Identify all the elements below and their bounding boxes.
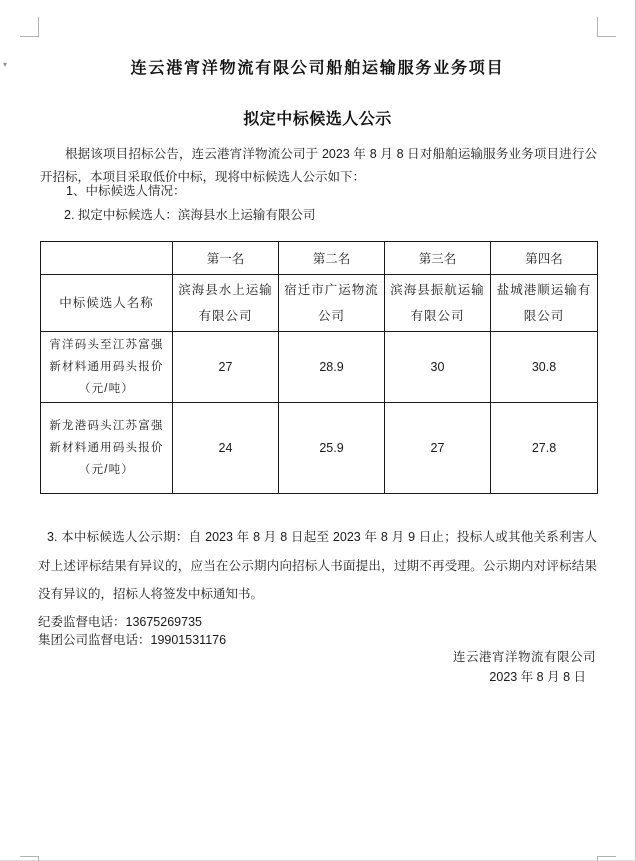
candidate-4-name: 盐城港顺运输有限公司 bbox=[491, 275, 598, 332]
margin-crop-mark-bottom-left bbox=[20, 856, 39, 861]
rank-3-header: 第三名 bbox=[385, 242, 491, 275]
signature-date: 2023 年 8 月 8 日 bbox=[489, 670, 586, 684]
rank-1-header: 第一名 bbox=[173, 242, 279, 275]
price-row-2-label: 新龙港码头江苏富强新材料通用码头报价（元/吨） bbox=[41, 403, 173, 494]
rank-4-header: 第四名 bbox=[491, 242, 598, 275]
table-corner-cell bbox=[41, 242, 173, 275]
document-subtitle: 拟定中标候选人公示 bbox=[243, 111, 392, 128]
document-title: 连云港宵洋物流有限公司船舶运输服务业务项目 bbox=[130, 60, 505, 77]
candidate-1-name: 滨海县水上运输有限公司 bbox=[173, 275, 279, 332]
margin-crop-mark-top-right bbox=[597, 17, 616, 37]
page-edge-artifact-icon: ▾ bbox=[3, 60, 8, 69]
candidate-name-row-label: 中标候选人名称 bbox=[41, 275, 173, 332]
discipline-supervision-phone: 纪委监督电话：13675269735 bbox=[38, 615, 202, 629]
margin-crop-mark-bottom-right bbox=[597, 856, 616, 861]
table-header-row bbox=[41, 242, 598, 275]
price-row-xiaoyang-wharf bbox=[41, 332, 598, 403]
price-2-candidate-2: 25.9 bbox=[279, 403, 385, 494]
margin-crop-mark-top-left bbox=[20, 17, 39, 37]
candidate-names-row bbox=[41, 275, 598, 332]
group-supervision-phone: 集团公司监督电话：19901531176 bbox=[38, 633, 227, 647]
company-signature: 连云港宵洋物流有限公司 bbox=[452, 650, 596, 664]
rank-2-header: 第二名 bbox=[279, 242, 385, 275]
price-row-xinlonggang-wharf bbox=[41, 403, 598, 494]
price-1-candidate-2: 28.9 bbox=[279, 332, 385, 403]
price-2-candidate-3: 27 bbox=[385, 403, 491, 494]
publicity-period-paragraph: 3. 本中标候选人公示期：自 2023 年 8 月 8 日起至 2023 年 8 月 9 日止；投标人或其他关系利害人对上述评标结果有异议的，应当在公示期内向招标人书面提出，过期不再受理。公示期内对评标结果没有异议的，招标人将签发中标通知书。 bbox=[38, 530, 597, 601]
price-2-candidate-4: 27.8 bbox=[491, 403, 598, 494]
price-1-candidate-3: 30 bbox=[385, 332, 491, 403]
list-item-1: 1、中标候选人情况： bbox=[66, 184, 186, 198]
price-row-1-label: 宵洋码头至江苏富强新材料通用码头报价（元/吨） bbox=[41, 332, 173, 403]
intro-paragraph: 根据该项目招标公告，连云港宵洋物流公司于 2023 年 8 月 8 日对船舶运输服务业务项目进行公开招标，本项目采取低价中标，现将中标候选人公示如下： bbox=[40, 147, 597, 184]
price-1-candidate-4: 30.8 bbox=[491, 332, 598, 403]
price-2-candidate-1: 24 bbox=[173, 403, 279, 494]
candidate-2-name: 宿迁市广运物流公司 bbox=[279, 275, 385, 332]
price-1-candidate-1: 27 bbox=[173, 332, 279, 403]
candidate-3-name: 滨海县振航运输有限公司 bbox=[385, 275, 491, 332]
bid-candidates-table bbox=[40, 241, 598, 494]
list-item-2: 2. 拟定中标候选人：滨海县水上运输有限公司 bbox=[64, 208, 316, 222]
